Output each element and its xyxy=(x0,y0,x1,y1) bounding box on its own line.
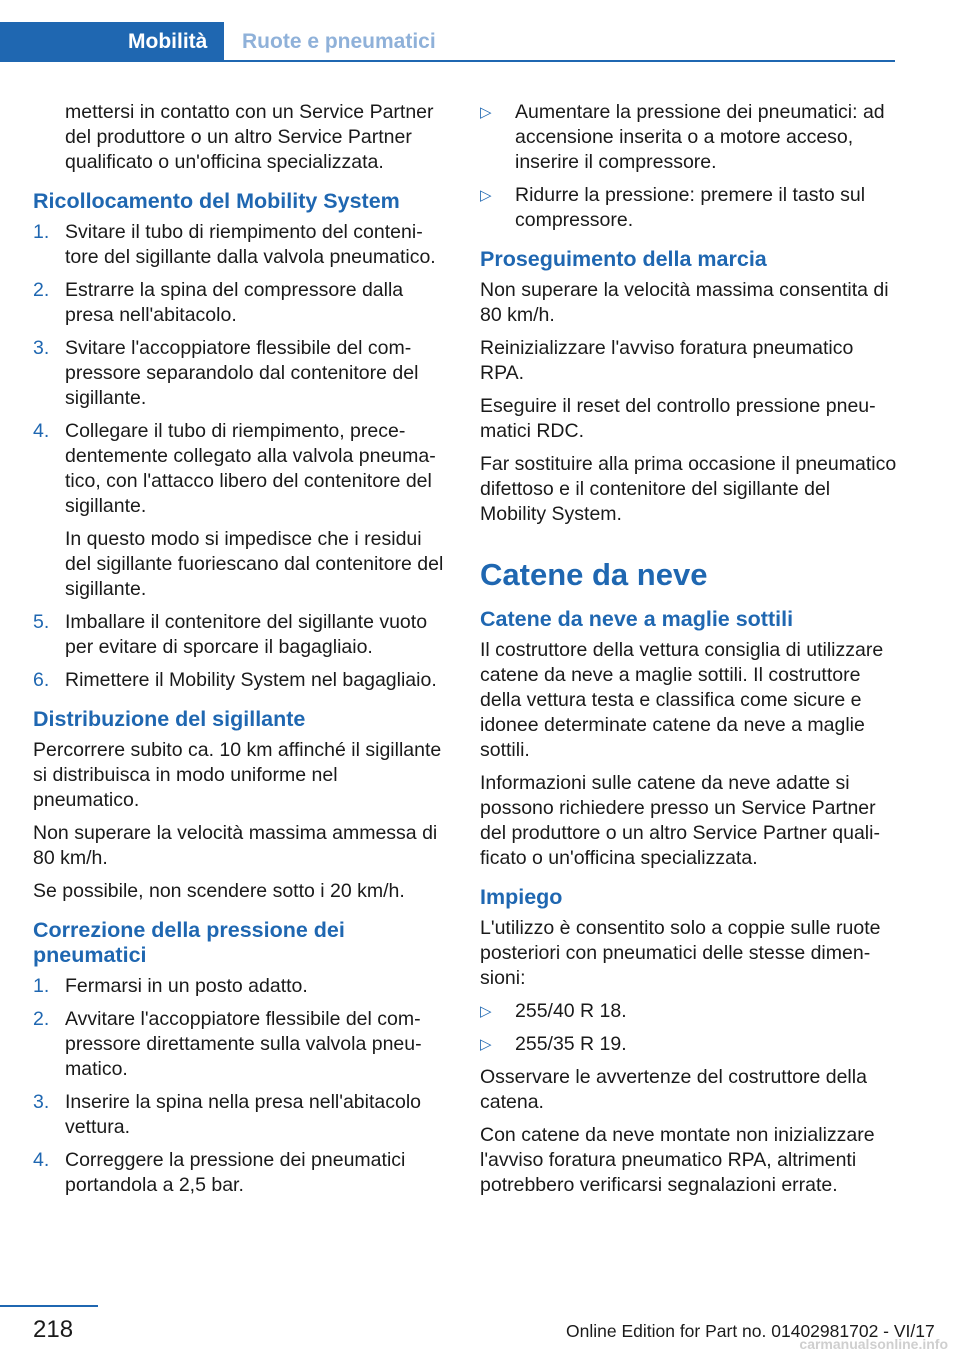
right-column xyxy=(480,100,898,1206)
list-item xyxy=(33,220,448,270)
paragraph: Con catene da neve montate non inizializzare l'avviso foratura pneumatico RPA, altrimenti potrebbero verificarsi segnalazioni errate. xyxy=(480,1124,875,1196)
paragraph: Far sostituire alla prima occasione il pneumatico difettoso e il contenitore del sigillante del Mobility System. xyxy=(480,453,897,525)
section-tab: Mobilità xyxy=(0,22,224,60)
paragraph: Reinizializzare l'avviso foratura pneumatico RPA. xyxy=(480,337,854,384)
correzione-steps xyxy=(33,974,448,1198)
subsection-tab: Ruote e pneumatici xyxy=(242,30,436,53)
bullet-text: Ridurre la pressione: premere il tasto sul compressore. xyxy=(515,184,866,231)
step-number: 1. xyxy=(33,221,50,243)
heading-catene: Catene da neve xyxy=(480,557,708,592)
edition-text: Online Edition for Part no. 01402981702 - VI/17 xyxy=(566,1321,935,1341)
heading-proseguimento: Proseguimento della marcia xyxy=(480,247,767,271)
step-number: 3. xyxy=(33,337,50,359)
footer-rule xyxy=(0,1305,98,1307)
page-header xyxy=(0,22,895,62)
step-text: Avvitare l'accoppiatore flessibile del compressore direttamente sulla valvola pneumatico. xyxy=(65,1008,422,1080)
list-item xyxy=(480,183,898,233)
watermark: carmanualsonline.info xyxy=(799,1336,948,1352)
step-text: Fermarsi in un posto adatto. xyxy=(65,975,308,997)
heading-maglie: Catene da neve a maglie sottili xyxy=(480,607,794,631)
list-item xyxy=(480,100,898,175)
list-item xyxy=(33,610,448,660)
list-item xyxy=(33,278,448,328)
step-subtext: In questo modo si impedisce che i residui del sigillante fuoriescano dal contenitore del sigillante. xyxy=(65,528,444,600)
triangle-bullet-icon: ▷ xyxy=(480,1036,492,1053)
step-number: 6. xyxy=(33,669,50,691)
step-number: 2. xyxy=(33,1008,50,1030)
step-text: Imballare il contenitore del sigillante vuoto per evitare di sporcare il bagagliaio. xyxy=(65,611,428,658)
heading-correzione: Correzione della pressione dei pneumatici xyxy=(33,918,345,967)
step-number: 2. xyxy=(33,279,50,301)
step-text: Svitare l'accoppiatore flessibile del compressore separandolo dal contenitore del sigillante. xyxy=(65,337,419,409)
heading-ricollocamento: Ricollocamento del Mobility System xyxy=(33,189,400,213)
triangle-bullet-icon: ▷ xyxy=(480,104,492,121)
step-number: 1. xyxy=(33,975,50,997)
list-item xyxy=(33,419,448,602)
paragraph: Osservare le avvertenze del costruttore della catena. xyxy=(480,1066,867,1113)
step-text: Inserire la spina nella presa nell'abitacolo vettura. xyxy=(65,1091,422,1138)
list-item xyxy=(33,974,448,999)
step-text: Estrarre la spina del compressore dalla presa nell'abitacolo. xyxy=(65,279,404,326)
paragraph: Percorrere subito ca. 10 km affinché il sigillante si distribuisca in modo uniforme nel pneumatico. xyxy=(33,739,442,811)
step-text: Collegare il tubo di riempimento, precedentemente collegato alla valvola pneumatico, con l'attacco libero del contenitore del sigillante. xyxy=(65,420,436,517)
bullet-text: Aumentare la pressione dei pneumatici: ad accensione inserita o a motore acceso, inserire il compressore. xyxy=(515,101,885,173)
list-item xyxy=(33,1007,448,1082)
ricollocamento-steps xyxy=(33,220,448,693)
tire-sizes xyxy=(480,999,898,1057)
heading-impiego: Impiego xyxy=(480,885,563,909)
list-item xyxy=(33,336,448,411)
bullet-text: 255/35 R 19. xyxy=(515,1033,627,1055)
step-text: Rimettere il Mobility System nel bagagliaio. xyxy=(65,669,437,691)
paragraph: Eseguire il reset del controllo pressione pneumatici RDC. xyxy=(480,395,876,442)
triangle-bullet-icon: ▷ xyxy=(480,1003,492,1020)
step-number: 4. xyxy=(33,420,50,442)
list-item xyxy=(480,999,898,1024)
left-column xyxy=(33,100,448,1206)
page-number: 218 xyxy=(33,1316,74,1343)
list-item xyxy=(33,1090,448,1140)
header-rule xyxy=(0,60,895,62)
triangle-bullet-icon: ▷ xyxy=(480,187,492,204)
bullet-text: 255/40 R 18. xyxy=(515,1000,627,1022)
paragraph: Non superare la velocità massima consentita di 80 km/h. xyxy=(480,279,889,326)
intro-paragraph: mettersi in contatto con un Service Partner del produttore o un altro Service Partner qualificato o un'officina specializzata. xyxy=(65,101,434,173)
pressure-bullets xyxy=(480,100,898,233)
paragraph: Il costruttore della vettura consiglia di utilizzare catene da neve a maglie sottili. Il costruttore della vettura testa e classifica come sicure e idonee determinate catene da neve a maglie sottili. xyxy=(480,639,884,761)
list-item xyxy=(480,1032,898,1057)
step-number: 4. xyxy=(33,1149,50,1171)
paragraph: L'utilizzo è consentito solo a coppie sulle ruote posteriori con pneumatici delle stesse dimensioni: xyxy=(480,917,881,989)
step-text: Svitare il tubo di riempimento del contenitore del sigillante dalla valvola pneumatico. xyxy=(65,221,436,268)
step-text: Correggere la pressione dei pneumatici portandola a 2,5 bar. xyxy=(65,1149,406,1196)
step-number: 3. xyxy=(33,1091,50,1113)
paragraph: Se possibile, non scendere sotto i 20 km/h. xyxy=(33,880,405,902)
step-number: 5. xyxy=(33,611,50,633)
list-item xyxy=(33,668,448,693)
heading-distribuzione: Distribuzione del sigillante xyxy=(33,707,306,731)
paragraph: Informazioni sulle catene da neve adatte si possono richiedere presso un Service Partner del produttore o un altro Service Partner qualificato o un'officina specializzata. xyxy=(480,772,880,869)
paragraph: Non superare la velocità massima ammessa di 80 km/h. xyxy=(33,822,438,869)
list-item xyxy=(33,1148,448,1198)
